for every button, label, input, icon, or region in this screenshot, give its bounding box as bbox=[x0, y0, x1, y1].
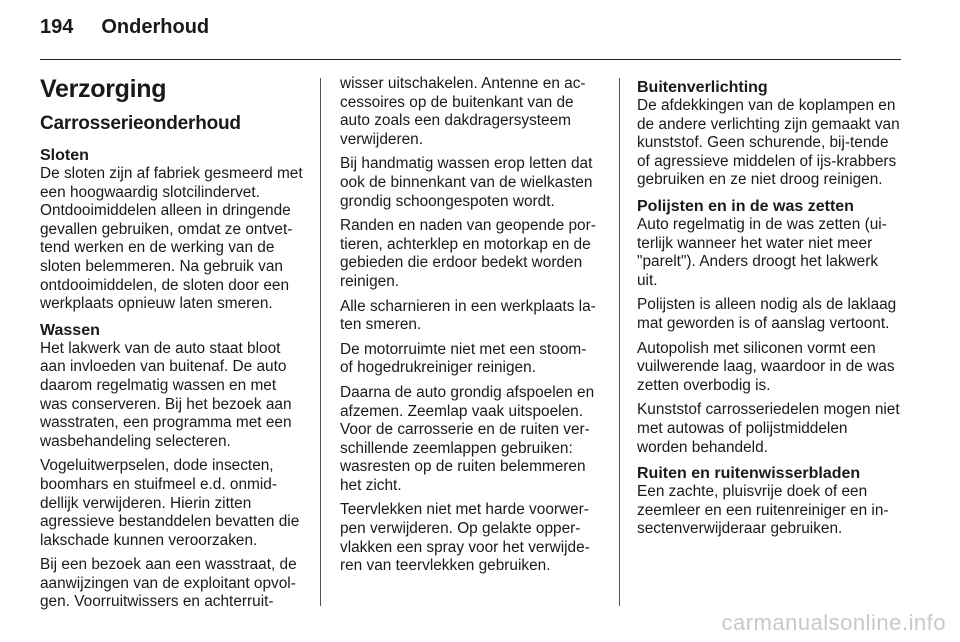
col2-paragraph-3: Randen en naden van geopende por-tieren, achterklep en motorkap en de gebieden die erdoor bedekt worden reinigen. bbox=[340, 217, 596, 290]
polijsten-block bbox=[637, 197, 902, 457]
column-2 bbox=[340, 75, 602, 582]
column-1 bbox=[40, 70, 303, 619]
wassen-paragraph-1: Het lakwerk van de auto staat bloot aan invloeden van buitenaf. De auto daarom regelmatig wassen en met was conserveren. Bij het bezoek aan wasstraten, een programma met een wasbehandeling selecteren. bbox=[40, 339, 292, 450]
ruiten-paragraph: Een zachte, pluisvrije doek of een zeemleer en een ruitenreiniger en in-sectenverwijderaar gebruiken. bbox=[637, 483, 889, 538]
chapter-title: Onderhoud bbox=[101, 16, 210, 38]
page-number: 194 bbox=[40, 16, 74, 38]
wassen-heading: Wassen bbox=[40, 321, 100, 339]
col2-paragraph-4: Alle scharnieren in een werkplaats la-ten smeren. bbox=[340, 297, 596, 334]
col2-paragraph-1: wisser uitschakelen. Antenne en ac-cessoires op de buitenkant van de auto zoals een dakdragersysteem verwijderen. bbox=[340, 75, 586, 148]
polijsten-paragraph-1: Auto regelmatig in de was zetten (ui-terlijk wanneer het water niet meer "parelt"). Anders droogt het lakwerk uit. bbox=[637, 215, 887, 289]
polijsten-paragraph-2: Polijsten is alleen nodig als de laklaag mat geworden is of aanslag vertoont. bbox=[637, 296, 897, 332]
col2-paragraph-2: Bij handmatig wassen erop letten dat ook de binnenkant van de wielkasten grondig schoongespoten wordt. bbox=[340, 155, 593, 210]
sloten-heading: Sloten bbox=[40, 147, 89, 164]
sloten-paragraph: De sloten zijn af fabriek gesmeerd met een hoogwaardig slotcilindervet. Ontdooimiddelen alleen in dringende gevallen gebruiken, omdat ze ontvet-tend werken en de werking van de sloten belemmeren. Na gebruik van ontdooimiddelen, de sloten door een werkplaats opnieuw laten smeren. bbox=[40, 165, 303, 313]
polijsten-paragraph-4: Kunststof carrosseriedelen mogen niet met autowas of polijstmiddelen worden behandeld. bbox=[637, 401, 900, 456]
page-header bbox=[40, 16, 209, 48]
ruiten-block bbox=[637, 464, 902, 539]
wassen-paragraph-3: Bij een bezoek aan een wasstraat, de aanwijzingen van de exploitant opvol-gen. Voorruitwissers en achterruit- bbox=[40, 556, 297, 611]
section-title: Verzorging bbox=[40, 75, 167, 103]
wassen-paragraph-2: Vogeluitwerpselen, dode insecten, boomhars en stuifmeel e.d. onmid-dellijk verwijderen. Hierin zitten agressieve bestanddelen bevatten die lakschade kunnen veroorzaken. bbox=[40, 457, 300, 549]
buitenverlichting-heading: Buitenverlichting bbox=[637, 79, 768, 96]
column-divider-1 bbox=[320, 78, 321, 606]
buitenverlichting-block bbox=[637, 78, 902, 190]
polijsten-heading: Polijsten en in de was zetten bbox=[637, 197, 854, 215]
column-3 bbox=[637, 78, 902, 546]
wassen-block bbox=[40, 321, 303, 612]
col2-paragraph-5: De motorruimte niet met een stoom- of hogedrukreiniger reinigen. bbox=[340, 340, 587, 377]
header-rule bbox=[40, 59, 901, 60]
col2-paragraph-7: Teervlekken niet met harde voorwer-pen verwijderen. Op gelakte opper-vlakken een spray voor het verwijde-ren van teervlekken gebruiken. bbox=[340, 501, 590, 575]
polijsten-paragraph-3: Autopolish met siliconen vormt een vuilwerende laag, waardoor in de was zetten overbodig is. bbox=[637, 339, 895, 394]
subsection-title: Carrosserieonderhoud bbox=[40, 113, 241, 134]
watermark: carmanualsonline.info bbox=[721, 610, 946, 635]
buitenverlichting-paragraph: De afdekkingen van de koplampen en de andere verlichting zijn gemaakt van kunststof. Geen schurende, bij-tende of agressieve middelen of ijs-krabbers gebruiken en ze niet droog reinigen. bbox=[637, 97, 900, 189]
ruiten-heading: Ruiten en ruitenwisserbladen bbox=[637, 465, 861, 483]
column-divider-2 bbox=[619, 78, 620, 606]
sloten-block bbox=[40, 146, 303, 314]
col2-paragraph-6: Daarna de auto grondig afspoelen en afzemen. Zeemlap vaak uitspoelen. Voor de carrosserie en de ruiten ver-schillende zeemlappen gebruiken: wasresten op de ruiten belemmeren het zicht. bbox=[340, 383, 595, 494]
